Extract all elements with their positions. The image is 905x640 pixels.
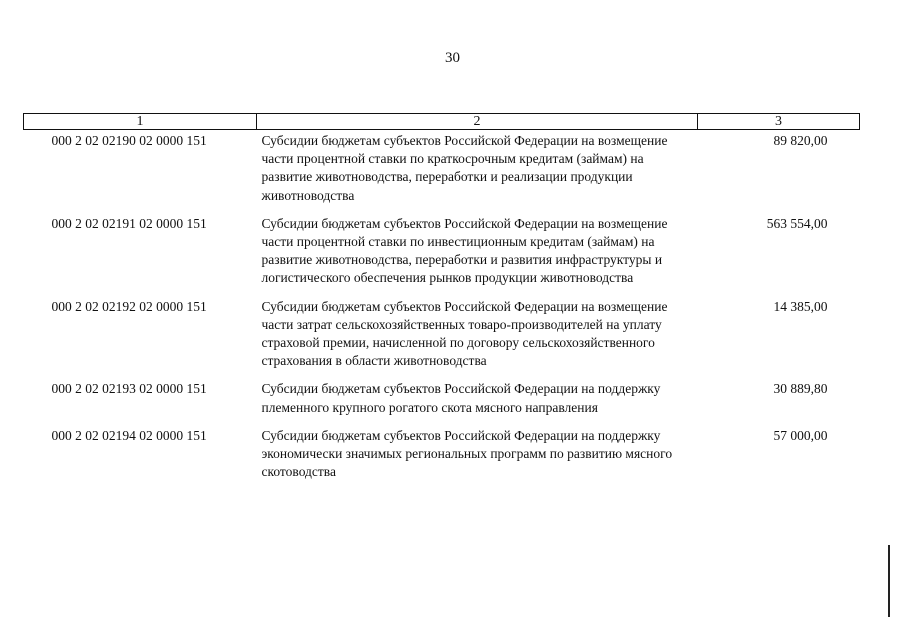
budget-amount: 563 554,00 bbox=[766, 215, 828, 231]
budget-code: 000 2 02 02193 02 0000 151 bbox=[51, 381, 207, 397]
budget-description: Субсидии бюджетам субъектов Российской Федерации на возмещение части процентной ставки по краткосрочным кредитам (займам) на развитие животноводства, переработки и реализации продукции животноводства bbox=[261, 133, 668, 203]
budget-description: Субсидии бюджетам субъектов Российской Федерации на возмещение части затрат сельскохозяйственных товаро-производителей на уплату страховой премии, начисленной по договору сельскохозяйственного страхования в области животноводства bbox=[261, 298, 668, 369]
column-header-2: 2 bbox=[257, 114, 698, 130]
budget-code: 000 2 02 02192 02 0000 151 bbox=[51, 298, 207, 314]
scan-edge-mark bbox=[888, 545, 890, 617]
budget-amount: 30 889,80 bbox=[773, 381, 828, 397]
table-row bbox=[24, 427, 860, 492]
budget-code: 000 2 02 02191 02 0000 151 bbox=[51, 215, 207, 231]
table-row bbox=[24, 380, 860, 426]
budget-description: Субсидии бюджетам субъектов Российской Федерации на поддержку экономически значимых региональных программ по развитию мясного скотоводства bbox=[261, 427, 673, 480]
budget-code: 000 2 02 02194 02 0000 151 bbox=[51, 427, 207, 443]
page-number: 30 bbox=[445, 50, 460, 66]
budget-amount: 57 000,00 bbox=[773, 427, 828, 443]
table-header bbox=[24, 114, 860, 130]
budget-description: Субсидии бюджетам субъектов Российской Федерации на поддержку племенного крупного рогатого скота мясного направления bbox=[261, 381, 661, 415]
table-row bbox=[24, 130, 860, 215]
budget-table bbox=[23, 113, 860, 491]
column-header-1: 1 bbox=[24, 114, 257, 130]
budget-code: 000 2 02 02190 02 0000 151 bbox=[51, 133, 207, 148]
column-header-3: 3 bbox=[698, 114, 860, 130]
table-row bbox=[24, 298, 860, 381]
header-row bbox=[24, 114, 860, 130]
table-body bbox=[24, 130, 860, 492]
budget-amount: 14 385,00 bbox=[773, 298, 828, 314]
budget-description: Субсидии бюджетам субъектов Российской Федерации на возмещение части процентной ставки по инвестиционным кредитам (займам) на развитие животноводства, переработки и развития инфраструктуры и логистического обеспечения рынков продукции животноводства bbox=[261, 215, 668, 286]
table-row bbox=[24, 215, 860, 298]
budget-amount: 89 820,00 bbox=[773, 133, 828, 148]
